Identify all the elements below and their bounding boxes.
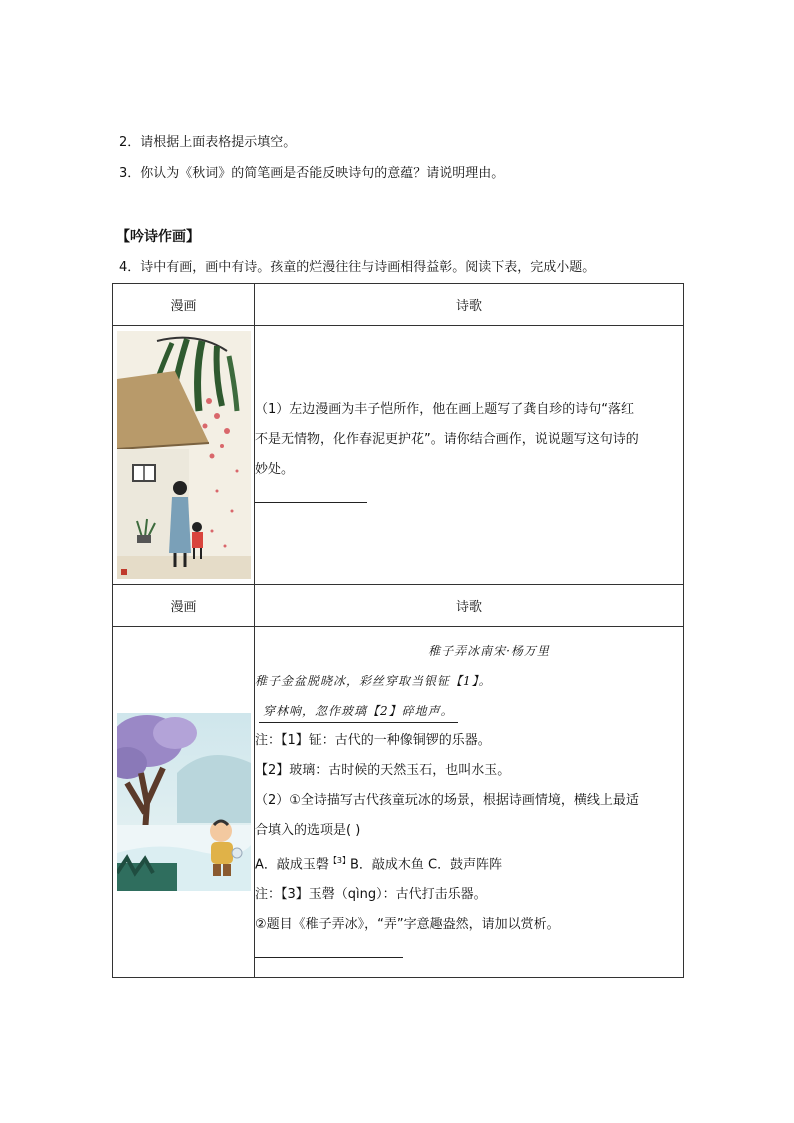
note-2: 【2】玻璃：古时候的天然玉石，也叫水玉。	[255, 762, 511, 778]
options-line	[255, 846, 683, 880]
feng-zikai-painting	[117, 331, 251, 579]
q2-sub-2: ②题目《稚子弄冰》，“弄”字意趣盎然，请加以赏析。	[255, 917, 560, 933]
row1-text-line3: 妙处。	[255, 462, 295, 477]
section-title: 【吟诗作画】	[116, 229, 200, 245]
answer-blank-1[interactable]	[255, 501, 367, 503]
question-cell-1	[255, 326, 684, 585]
poem-line2-part-a: 穿林响，忽作玻璃	[263, 703, 368, 718]
poem-line2-part-b: 碎地声。	[401, 703, 454, 718]
row1-text-line1: （1）左边漫画为丰子恺所作，他在画上题写了龚自珍的诗句“落红	[255, 402, 635, 417]
header-painting-2: 漫画	[113, 585, 255, 627]
note-1: 注：【1】钲：古代的一种像铜锣的乐器。	[255, 732, 491, 748]
poem-line-2	[255, 696, 683, 726]
poem-line2-note: 【2】	[367, 703, 402, 718]
painting-cell-1	[113, 326, 255, 585]
option-a[interactable]: A．敲成玉磬	[255, 857, 329, 873]
q2-line-2: 合填入的选项是( )	[255, 822, 361, 838]
question-3: 3．你认为《秋词》的简笔画是否能反映诗句的意蕴？请说明理由。	[119, 166, 505, 181]
row1-text-line2: 不是无情物，化作春泥更护花”。请你结合画作，说说题写这句诗的	[255, 432, 639, 447]
poem-title: 稚子弄冰南宋·杨万里	[428, 643, 550, 658]
poem-painting-table	[112, 283, 684, 978]
painting-cell-2	[113, 627, 255, 978]
poem-line-1: 稚子金盆脱晓冰，彩丝穿取当银钲【1】。	[255, 673, 492, 688]
child-playing-ice-illustration	[117, 713, 251, 891]
header-poem-2: 诗歌	[255, 585, 684, 627]
question-4: 4．诗中有画，画中有诗。孩童的烂漫往往与诗画相得益彰。阅读下表，完成小题。	[119, 260, 596, 275]
option-a-note: 【3】	[328, 855, 350, 865]
question-2: 2．请根据上面表格提示填空。	[119, 135, 297, 150]
poem-blank-line[interactable]	[259, 700, 458, 723]
q2-line-1: （2）①全诗描写古代孩童玩冰的场景，根据诗画情境，横线上最适	[255, 792, 639, 808]
header-painting: 漫画	[113, 284, 255, 326]
header-poem: 诗歌	[255, 284, 684, 326]
answer-blank-2[interactable]	[255, 956, 403, 958]
question-cell-2	[255, 627, 684, 978]
note-3: 注：【3】玉磬（qìng）：古代打击乐器。	[255, 887, 487, 903]
option-b-c[interactable]: B．敲成木鱼 C．鼓声阵阵	[350, 857, 503, 873]
